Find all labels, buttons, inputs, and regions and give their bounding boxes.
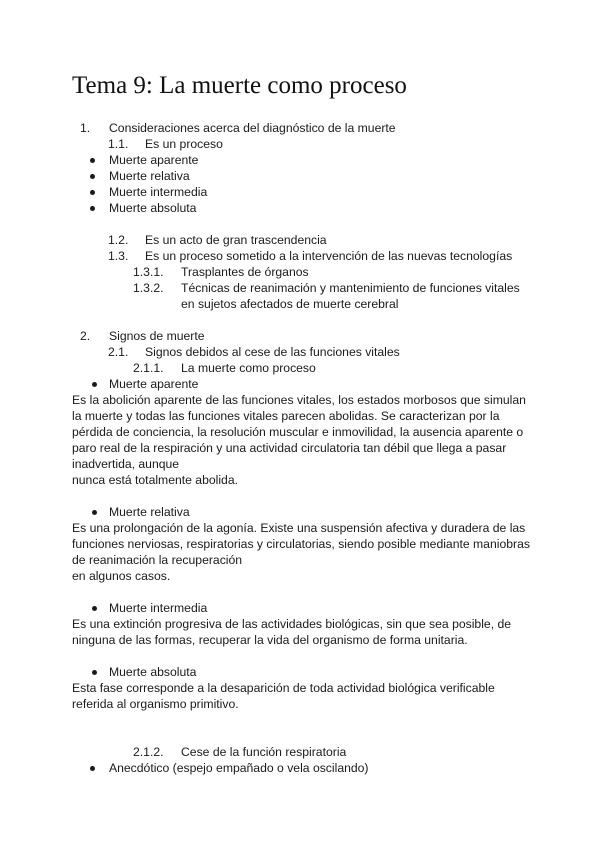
bullet-icon [92, 670, 97, 675]
section-heading: Consideraciones acerca del diagnóstico de la muerte [109, 121, 396, 135]
section-number: 1.2. [108, 233, 129, 247]
paragraph-intermedia: Es una extinción progresiva de las actividades biológicas, sin que sea posible, de ninguna de las formas, recuperar la vida del organismo de forma unitaria. [72, 617, 512, 647]
list-item-text: Muerte absoluta [109, 665, 197, 679]
list-item-text: Muerte aparente [109, 377, 199, 391]
bullet-icon [90, 766, 95, 771]
section-number: 1.3.2. [133, 281, 164, 295]
section-number: 1.3. [108, 249, 129, 263]
list-item-text: Muerte relativa [109, 169, 190, 183]
list-item-text: Muerte intermedia [109, 185, 208, 199]
section-heading: Técnicas de reanimación y mantenimiento de funciones vitales [181, 281, 520, 295]
bullet-icon [90, 174, 95, 179]
list-item-text: Muerte relativa [109, 505, 190, 519]
section-heading: Signos de muerte [109, 329, 205, 343]
section-heading: La muerte como proceso [181, 361, 316, 375]
section-heading: Es un proceso [145, 137, 223, 151]
section-heading: Es un proceso sometido a la intervención de las nuevas tecnologías [145, 249, 513, 263]
section-heading: Es un acto de gran trascendencia [145, 233, 327, 247]
list-item-text: Muerte intermedia [109, 601, 208, 615]
paragraph-aparente: Es la abolición aparente de las funciones vitales, los estados morbosos que simulan la muerte y todas las funciones vitales parecen abolidas. Se caracterizan por la pérdida de conciencia, la resolución muscular e inmovilidad, la ausencia aparente o paro real de la respiración y una actividad circulatoria tan débil que llega a pasar inadvertida, aunque nunca está totalmente abolida. [72, 393, 526, 487]
bullet-icon [92, 606, 97, 611]
section-number: 2.1. [108, 345, 129, 359]
section-number: 2. [80, 329, 91, 343]
section-number: 2.1.1. [133, 361, 164, 375]
section-number: 1.3.1. [133, 265, 164, 279]
list-item-text: Anecdótico (espejo empañado o vela oscilando) [109, 761, 369, 775]
section-number: 1.1. [108, 137, 129, 151]
bullet-icon [92, 382, 97, 387]
paragraph-relativa: Es una prolongación de la agonía. Existe una suspensión afectiva y duradera de las funciones nerviosas, respiratorias y circulatorias, siendo posible mediante maniobras de reanimación la recuperación en algunos casos. [72, 521, 530, 583]
section-heading: Cese de la función respiratoria [181, 745, 347, 759]
section-heading: Signos debidos al cese de las funciones vitales [145, 345, 400, 359]
list-item-text: Muerte aparente [109, 153, 199, 167]
bullet-icon [92, 510, 97, 515]
paragraph-absoluta: Esta fase corresponde a la desaparición de toda actividad biológica verificable referida al organismo primitivo. [72, 681, 495, 711]
bullet-icon [90, 158, 95, 163]
bullet-icon [90, 206, 95, 211]
page-title: Tema 9: La muerte como proceso [72, 72, 407, 99]
section-number: 2.1.2. [133, 745, 164, 759]
section-heading: en sujetos afectados de muerte cerebral [181, 297, 399, 311]
section-heading: Trasplantes de órganos [181, 265, 309, 279]
section-number: 1. [80, 121, 91, 135]
bullet-icon [90, 190, 95, 195]
list-item-text: Muerte absoluta [109, 201, 197, 215]
